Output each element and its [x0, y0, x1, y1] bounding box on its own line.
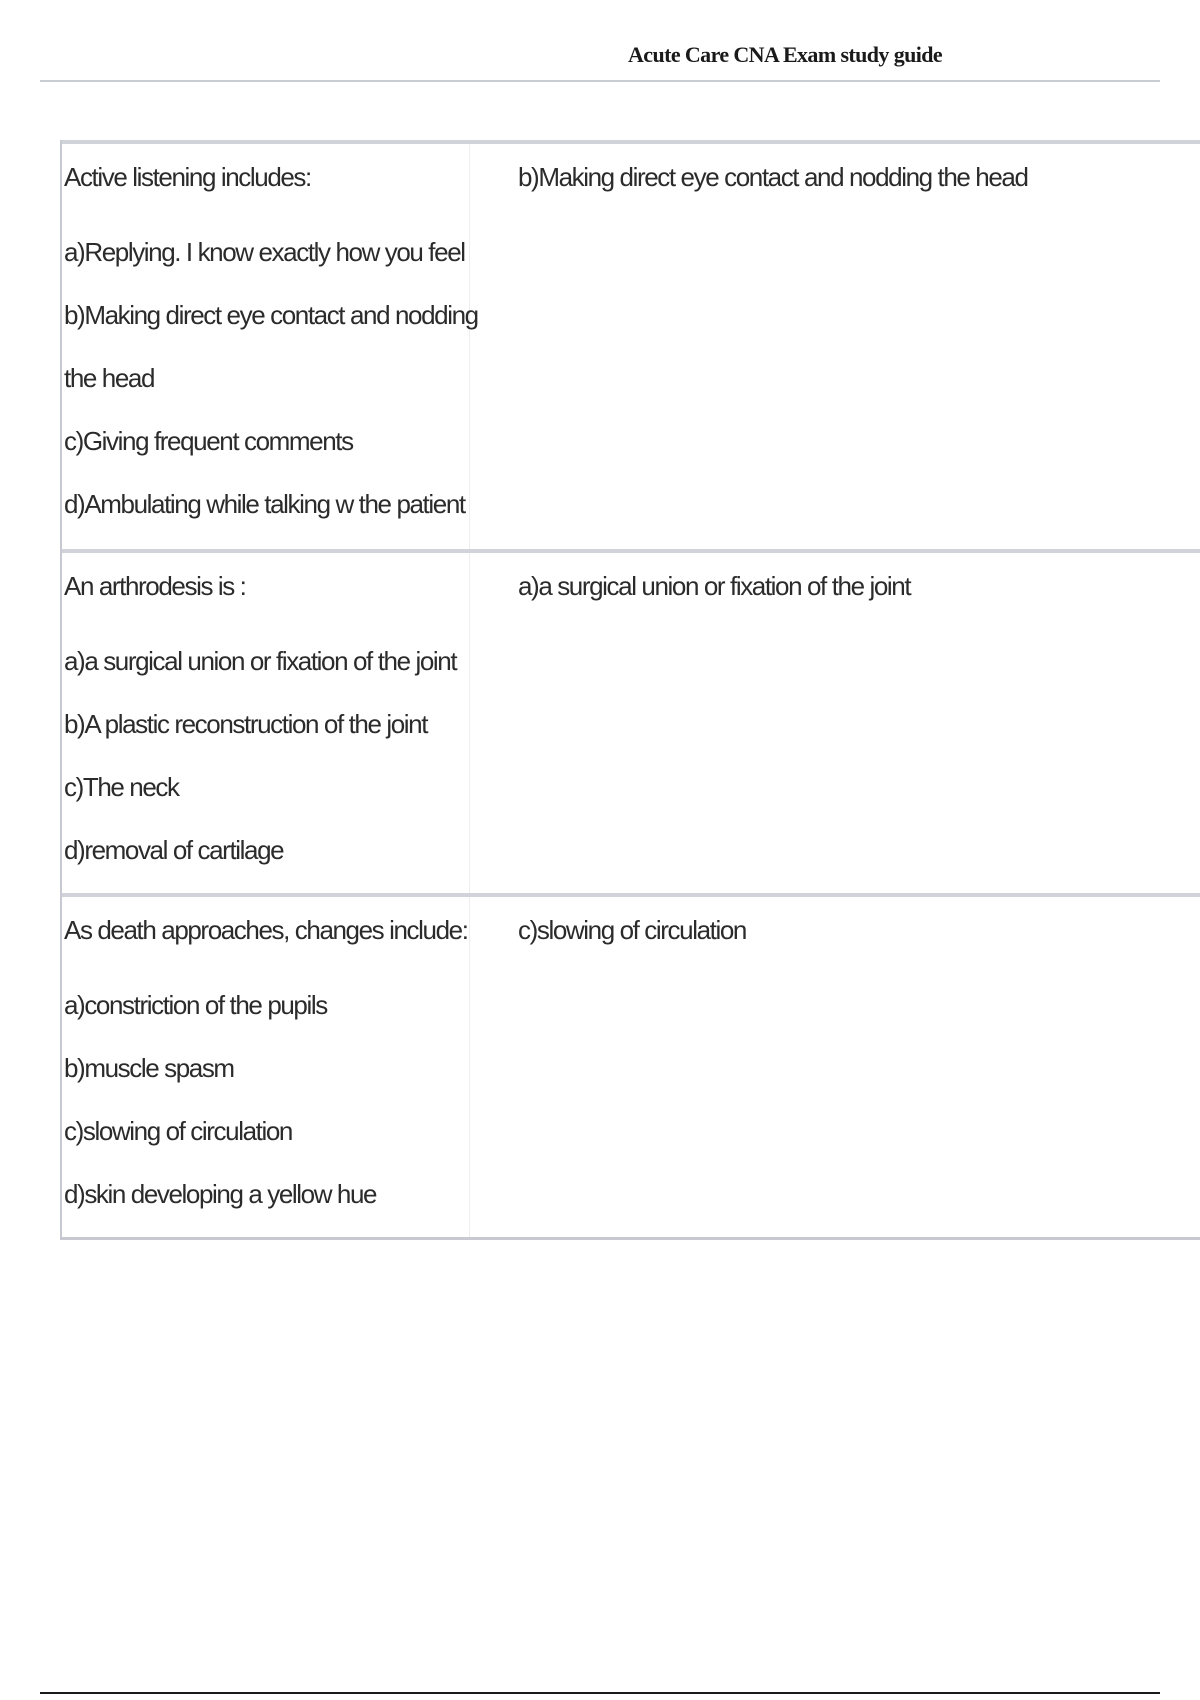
question-option: d)Ambulating while talking w the patient	[64, 489, 465, 519]
table-row	[62, 140, 1200, 549]
question-option: b)Making direct eye contact and nodding	[64, 300, 478, 330]
table-row	[62, 549, 1200, 893]
answer-text: c)slowing of circulation	[518, 915, 746, 945]
study-guide-table	[60, 140, 1200, 1240]
question-option: d)removal of cartilage	[64, 835, 284, 865]
question-prompt: Active listening includes:	[64, 162, 311, 192]
question-prompt: As death approaches, changes include:	[64, 915, 468, 945]
table-row	[62, 893, 1200, 1240]
question-option: the head	[64, 363, 155, 393]
question-option: a)a surgical union or fixation of the joint	[64, 646, 457, 676]
question-option: b)muscle spasm	[64, 1053, 234, 1083]
answer-cell	[470, 144, 1200, 549]
answer-cell	[470, 553, 1200, 893]
question-option: a)Replying. I know exactly how you feel	[64, 237, 465, 267]
question-cell	[62, 144, 478, 549]
question-option: d)skin developing a yellow hue	[64, 1179, 377, 1209]
question-prompt: An arthrodesis is :	[64, 571, 246, 601]
question-option: c)slowing of circulation	[64, 1116, 292, 1146]
question-option: a)constriction of the pupils	[64, 990, 327, 1020]
answer-cell	[470, 897, 1200, 1237]
question-cell	[62, 553, 470, 893]
question-option: c)Giving frequent comments	[64, 426, 353, 456]
question-cell	[62, 897, 470, 1237]
answer-text: a)a surgical union or fixation of the joint	[518, 571, 911, 601]
question-option: b)A plastic reconstruction of the joint	[64, 709, 428, 739]
page-title: Acute Care CNA Exam study guide	[628, 42, 943, 67]
answer-text: b)Making direct eye contact and nodding the head	[518, 162, 1028, 192]
page-header	[40, 38, 1160, 82]
footer-divider	[40, 1692, 1160, 1694]
question-option: c)The neck	[64, 772, 179, 802]
